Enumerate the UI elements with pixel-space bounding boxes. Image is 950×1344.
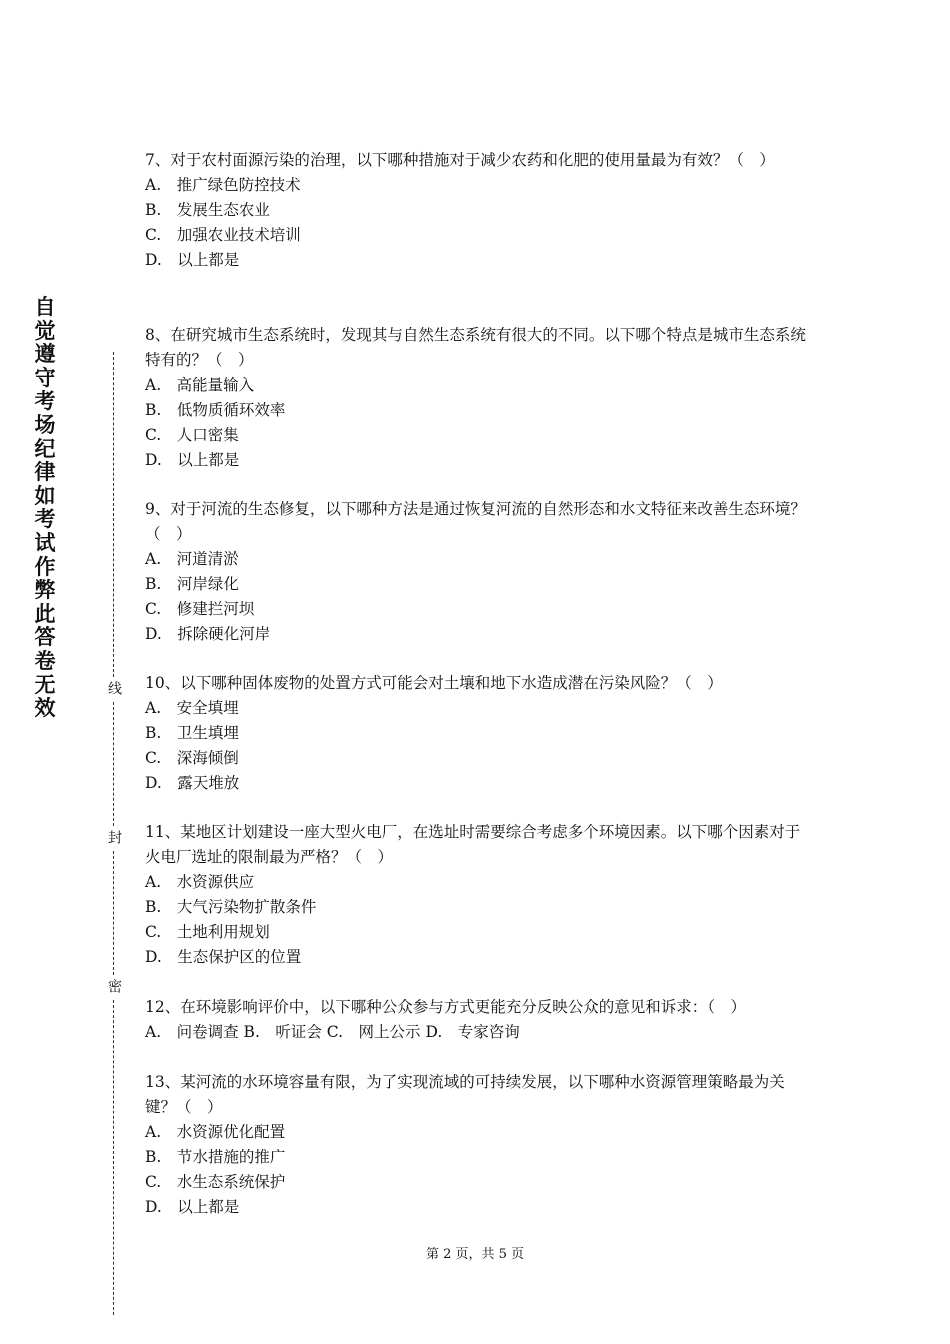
question-7 [145, 148, 810, 273]
question-stem: 7、对于农村面源污染的治理，以下哪种措施对于减少农药和化肥的使用量最为有效？（ ） [145, 151, 775, 169]
option-d: D. 以上都是 [145, 1198, 240, 1216]
option-c: C. 水生态系统保护 [145, 1173, 286, 1191]
option-a: A. 水资源供应 [145, 873, 255, 891]
question-12 [145, 995, 810, 1045]
binding-dashed-line [113, 702, 114, 826]
option-b: B. 河岸绿化 [145, 575, 239, 593]
option-c: C. 深海倾倒 [145, 749, 239, 767]
question-stem: 9、对于河流的生态修复，以下哪种方法是通过恢复河流的自然形态和水文特征来改善生态环境？（ ） [145, 500, 806, 543]
question-stem: 13、某河流的水环境容量有限，为了实现流域的可持续发展，以下哪种水资源管理策略最为关键？（ ） [145, 1073, 785, 1116]
exam-rules-notice: 自觉遵守考场纪律如考试作弊此答卷无效 [34, 295, 56, 721]
question-10 [145, 671, 810, 796]
option-d: D. 露天堆放 [145, 774, 240, 792]
option-d: D. 拆除硬化河岸 [145, 625, 271, 643]
question-11 [145, 820, 810, 970]
option-d: D. 以上都是 [145, 451, 240, 469]
option-d: D. 生态保护区的位置 [145, 948, 302, 966]
binding-dashed-line [113, 851, 114, 975]
option-c: C. 加强农业技术培训 [145, 226, 301, 244]
option-a: A. 河道清淤 [145, 550, 239, 568]
option-b: B. 大气污染物扩散条件 [145, 898, 317, 916]
binding-mark-line: 线 [106, 681, 122, 695]
question-stem: 12、在环境影响评价中，以下哪种公众参与方式更能充分反映公众的意见和诉求：（ ） [145, 998, 746, 1016]
question-stem: 11、某地区计划建设一座大型火电厂，在选址时需要综合考虑多个环境因素。以下哪个因素对于火电厂选址的限制最为严格？（ ） [145, 823, 801, 866]
options-inline: A. 问卷调查 B. 听证会 C. 网上公示 D. 专家咨询 [145, 1023, 520, 1041]
page-number: 第 2 页，共 5 页 [425, 1247, 525, 1262]
binding-dashed-line [113, 1000, 114, 1315]
question-8 [145, 323, 810, 473]
question-stem: 10、以下哪种固体废物的处置方式可能会对土壤和地下水造成潜在污染风险？（ ） [145, 674, 723, 692]
option-c: C. 土地利用规划 [145, 923, 270, 941]
option-d: D. 以上都是 [145, 251, 240, 269]
question-stem: 8、在研究城市生态系统时，发现其与自然生态系统有很大的不同。以下哪个特点是城市生态系统特有的？（ ） [145, 326, 806, 369]
option-a: A. 推广绿色防控技术 [145, 176, 301, 194]
question-9 [145, 497, 810, 647]
binding-mark-secret: 密 [106, 979, 122, 993]
option-b: B. 低物质循环效率 [145, 401, 286, 419]
option-b: B. 发展生态农业 [145, 201, 270, 219]
option-a: A. 水资源优化配置 [145, 1123, 286, 1141]
question-13 [145, 1070, 810, 1220]
option-c: C. 人口密集 [145, 426, 239, 444]
option-a: A. 安全填埋 [145, 699, 239, 717]
option-a: A. 高能量输入 [145, 376, 255, 394]
option-b: B. 卫生填埋 [145, 724, 239, 742]
binding-mark-seal: 封 [106, 830, 122, 844]
option-b: B. 节水措施的推广 [145, 1148, 286, 1166]
option-c: C. 修建拦河坝 [145, 600, 255, 618]
binding-dashed-line [113, 352, 114, 677]
